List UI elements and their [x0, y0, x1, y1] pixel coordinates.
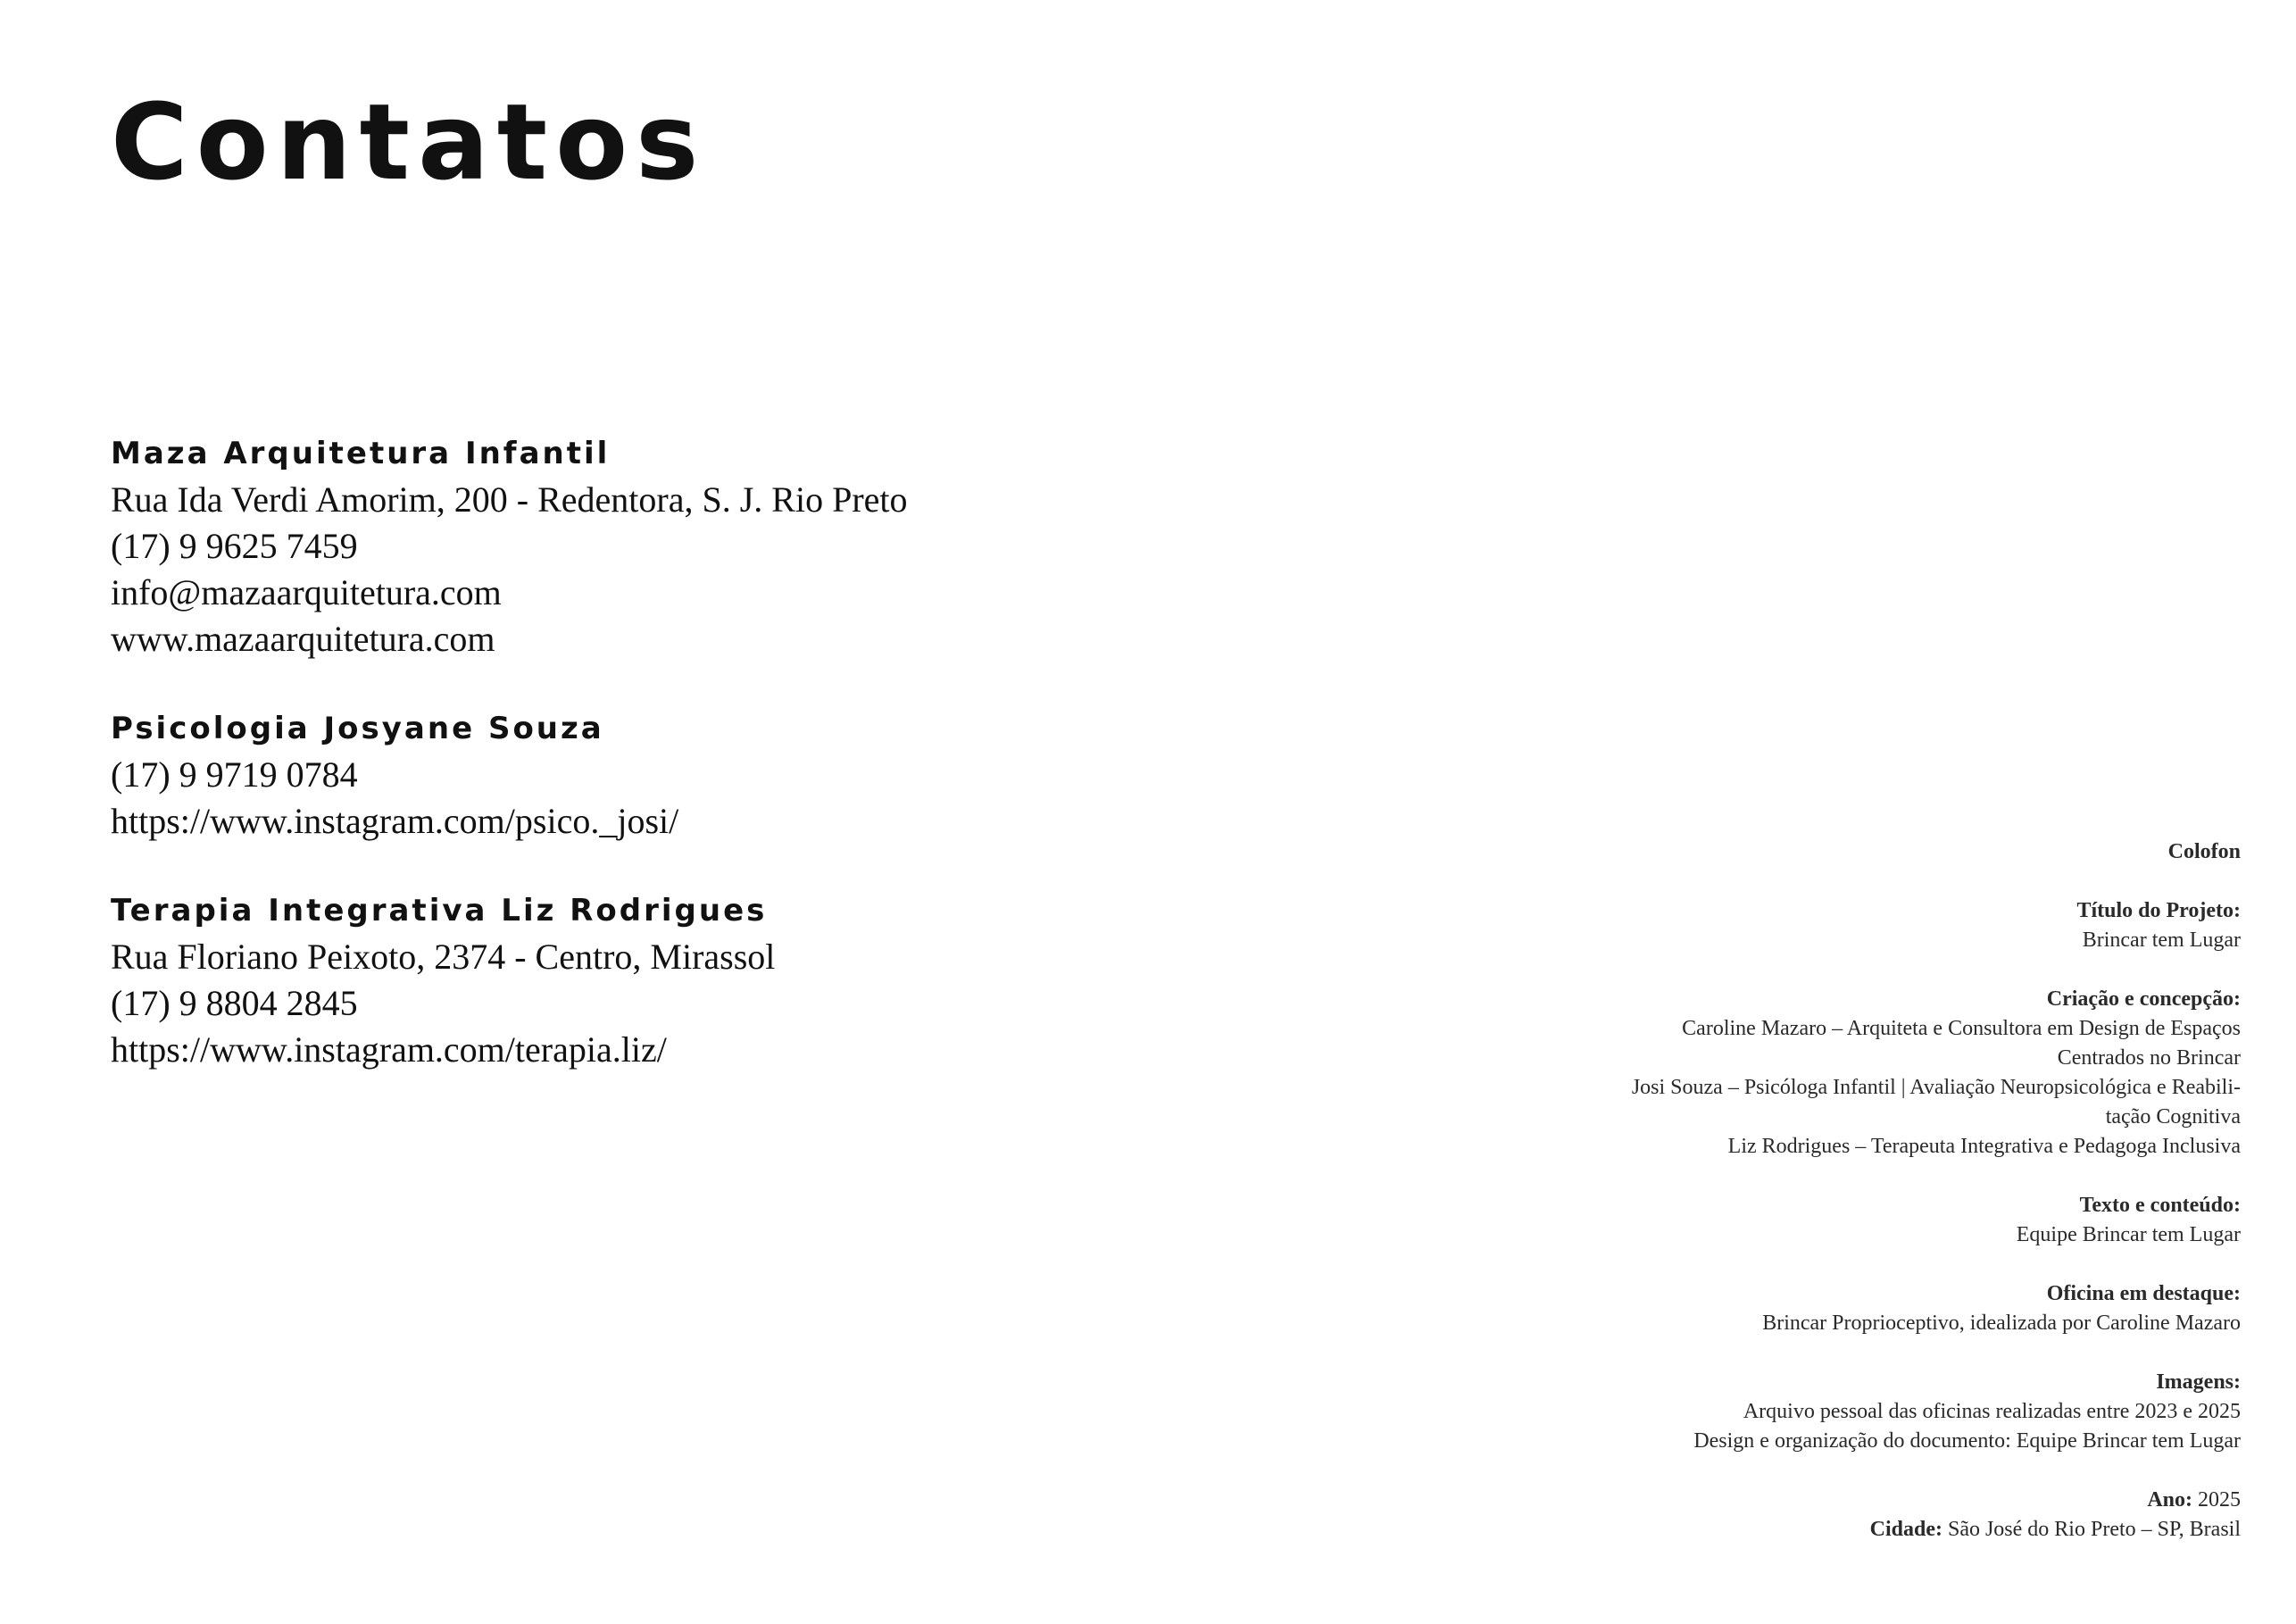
contact-name: Psicologia Josyane Souza: [111, 711, 604, 746]
contact-address: Rua Floriano Peixoto, 2374 - Centro, Mirassol: [111, 937, 776, 977]
colofon-workshop: [1437, 1279, 2241, 1338]
colofon-label: Título do Projeto:: [2076, 899, 2241, 922]
contact-phone: (17) 9 8804 2845: [111, 983, 358, 1023]
colofon-project: [1437, 896, 2241, 955]
colofon-city: [1437, 1515, 2241, 1545]
colofon-value: Design e organização do documento: Equipe Brincar tem Lugar: [1693, 1429, 2241, 1453]
contact-phone: (17) 9 9719 0784: [111, 754, 358, 795]
colofon-label: Imagens:: [2156, 1370, 2241, 1394]
colofon-value: Liz Rodrigues – Terapeuta Integrativa e Pedagoga Inclusiva: [1727, 1135, 2241, 1158]
colofon-images: [1437, 1368, 2241, 1456]
contact-josyane: [111, 709, 1271, 845]
colofon-label: Ano:: [2147, 1488, 2192, 1512]
colofon-value: São José do Rio Preto – SP, Brasil: [1947, 1518, 2241, 1541]
page-title: Contatos: [111, 80, 707, 204]
colofon-value: Brincar Proprioceptivo, idealizada por Caroline Mazaro: [1762, 1312, 2241, 1335]
colofon-value: Arquivo pessoal das oficinas realizadas entre 2023 e 2025: [1743, 1400, 2241, 1423]
contact-email[interactable]: info@mazaarquitetura.com: [111, 572, 502, 612]
colofon-value: Caroline Mazaro – Arquiteta e Consultora em Design de Espaços: [1682, 1017, 2241, 1040]
colofon-value: 2025: [2198, 1488, 2241, 1512]
colofon-label: Cidade:: [1869, 1518, 1942, 1541]
contact-name: Maza Arquitetura Infantil: [111, 436, 611, 471]
colofon-label: Texto e conteúdo:: [2079, 1194, 2241, 1217]
colofon-value: Centrados no Brincar: [2057, 1046, 2241, 1070]
contact-instagram-link[interactable]: https://www.instagram.com/psico._josi/: [111, 801, 679, 841]
contact-instagram-link[interactable]: https://www.instagram.com/terapia.liz/: [111, 1029, 667, 1070]
colofon-label: Criação e concepção:: [2046, 987, 2241, 1011]
colofon-value: Equipe Brincar tem Lugar: [2016, 1223, 2241, 1246]
contacts-list: [111, 434, 1271, 1120]
colofon-text: [1437, 1191, 2241, 1250]
colofon-value: Josi Souza – Psicóloga Infantil | Avaliação Neuropsicológica e Reabili-: [1631, 1076, 2241, 1099]
contact-liz: [111, 891, 1271, 1073]
colofon: [1437, 837, 2241, 1545]
contact-address: Rua Ida Verdi Amorim, 200 - Redentora, S. J. Rio Preto: [111, 479, 908, 520]
colofon-year: [1437, 1486, 2241, 1515]
colofon-value: Brincar tem Lugar: [2082, 929, 2241, 952]
contact-name: Terapia Integrativa Liz Rodrigues: [111, 893, 768, 929]
colofon-value: tação Cognitiva: [2105, 1105, 2241, 1128]
colofon-heading: Colofon: [2167, 840, 2241, 863]
colofon-creation: [1437, 985, 2241, 1162]
contact-website[interactable]: www.mazaarquitetura.com: [111, 619, 495, 659]
contact-phone: (17) 9 9625 7459: [111, 526, 358, 566]
colofon-label: Oficina em destaque:: [2046, 1282, 2241, 1305]
contact-maza: [111, 434, 1271, 662]
